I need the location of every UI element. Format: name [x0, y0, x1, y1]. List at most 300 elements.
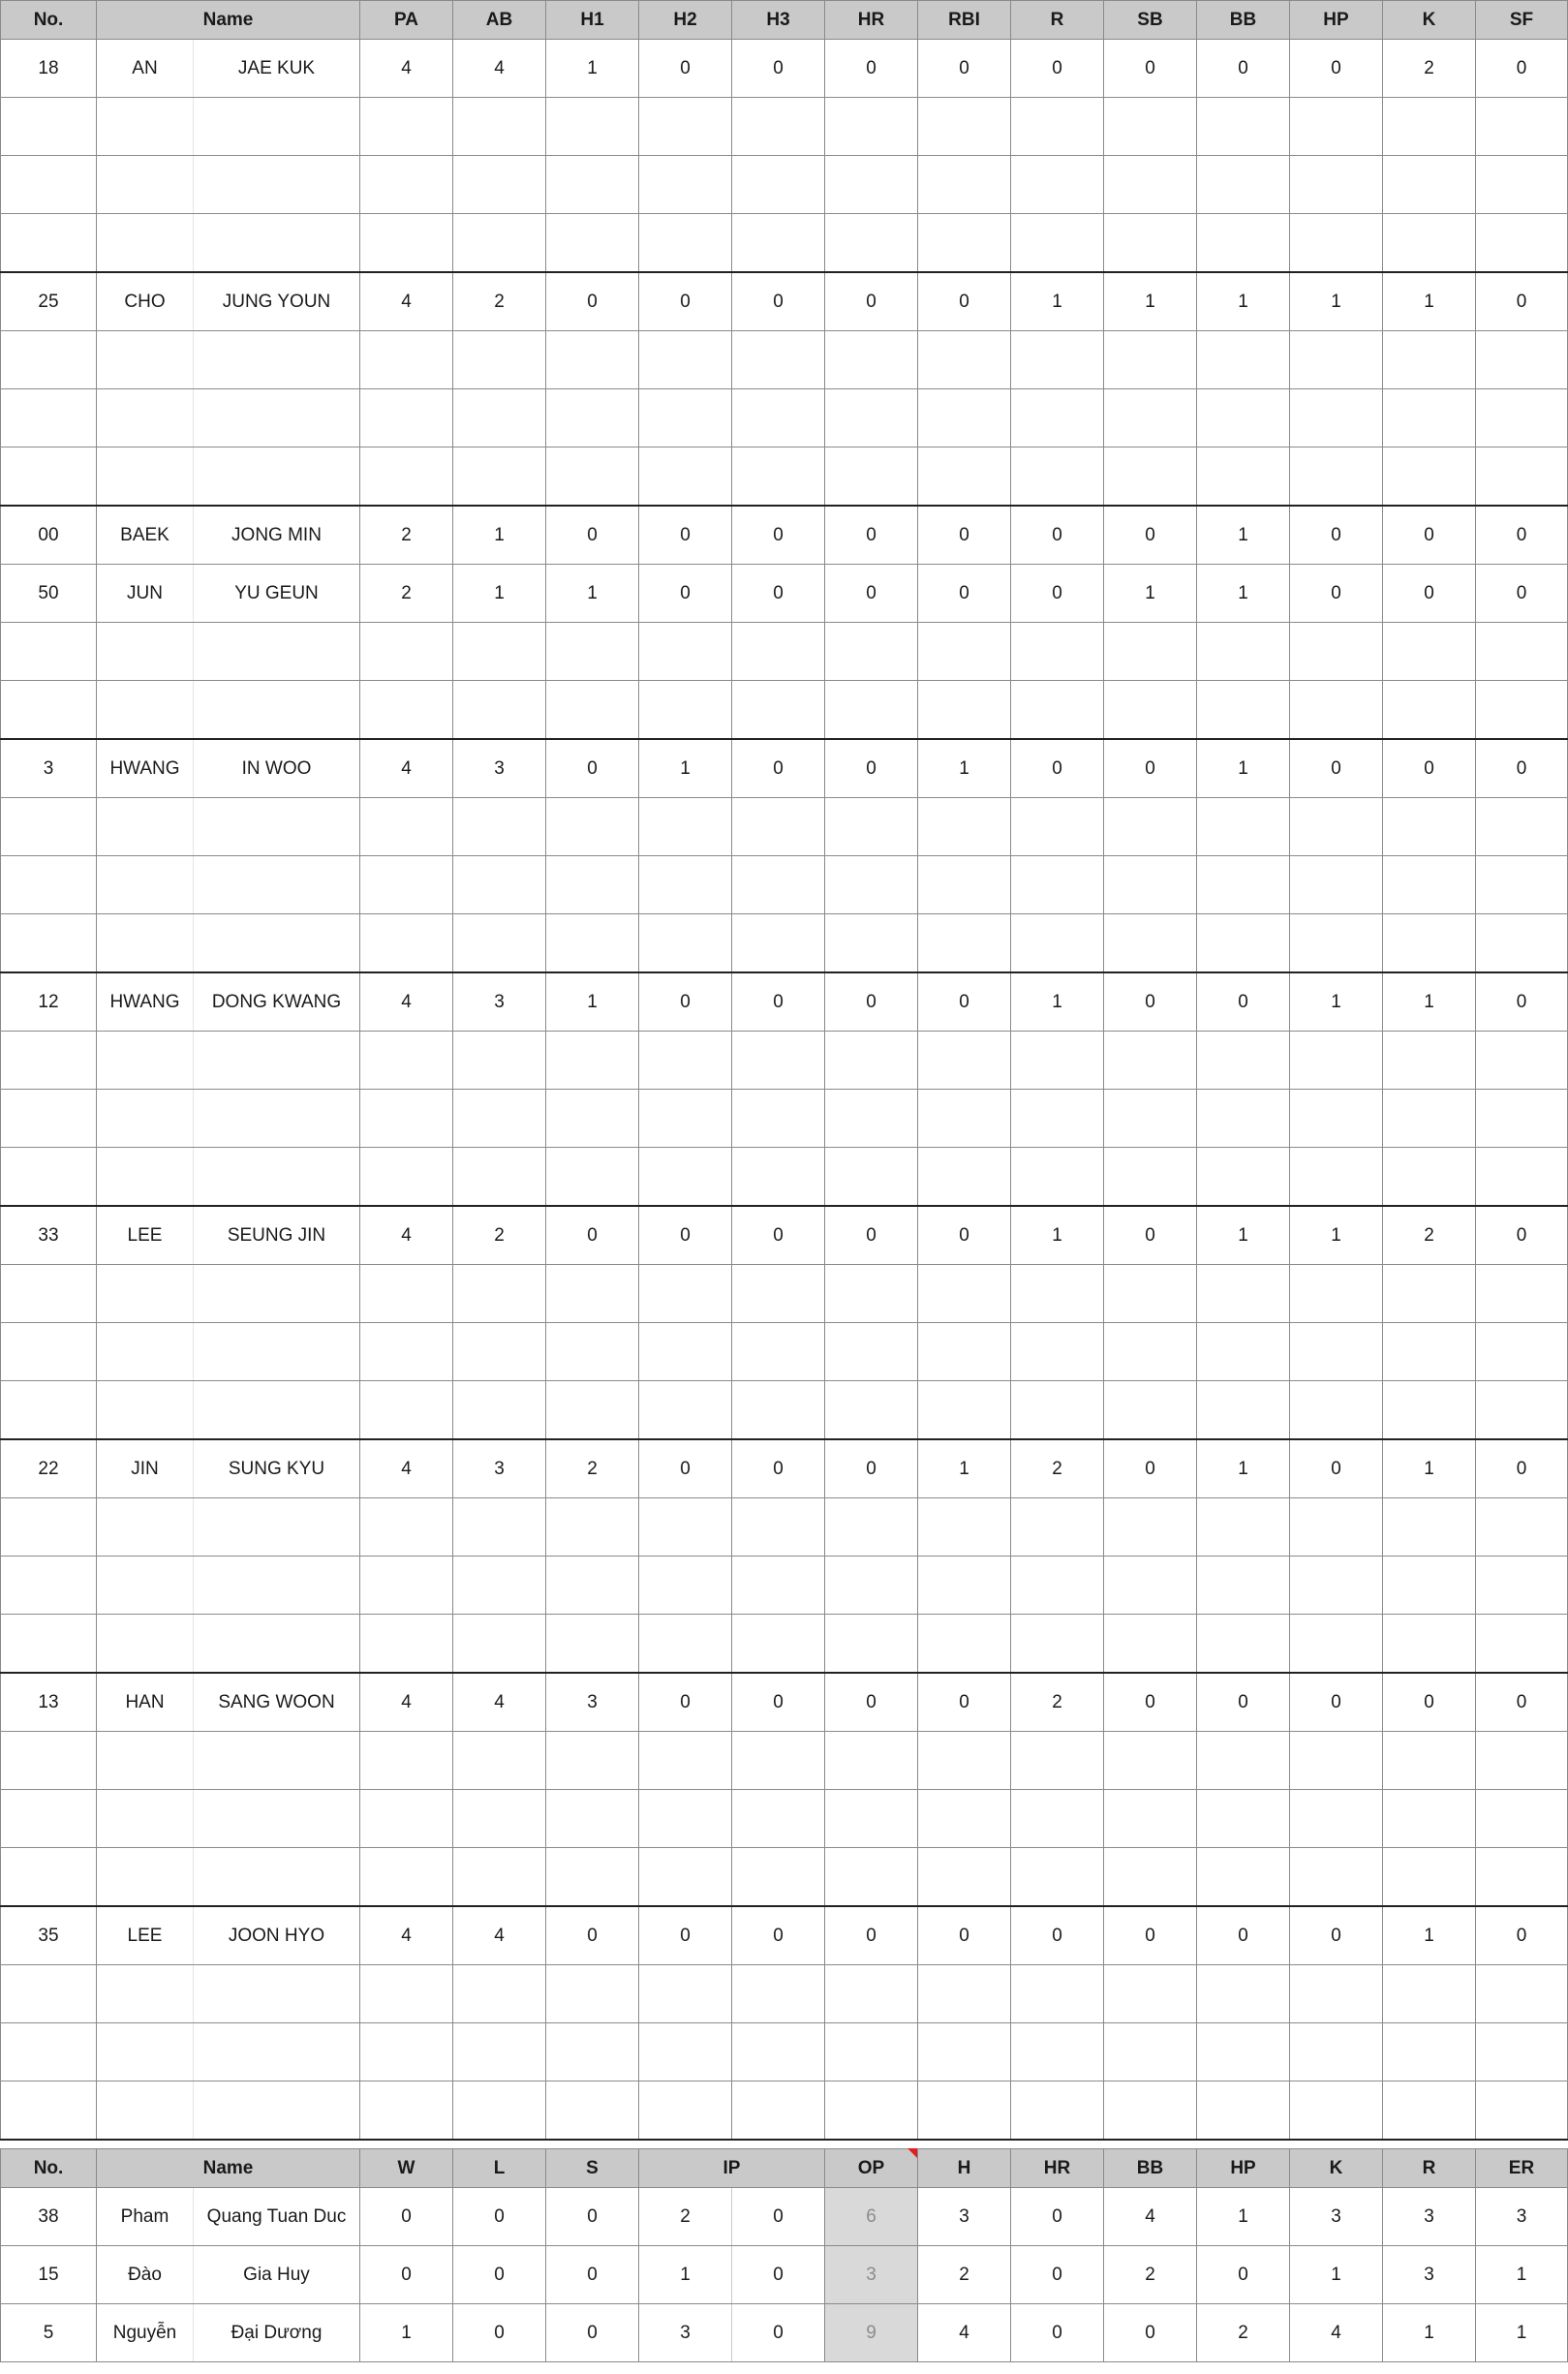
stat-cell-pa[interactable] — [360, 156, 453, 214]
player-first-name-cell[interactable] — [194, 1381, 360, 1440]
stat-cell-hp[interactable] — [1290, 1323, 1383, 1381]
stat-cell-sf[interactable] — [1476, 1498, 1568, 1557]
stat-cell-k[interactable] — [1383, 214, 1476, 273]
stat-cell-ab[interactable] — [453, 1265, 546, 1323]
stat-cell-hr[interactable]: 0 — [825, 272, 918, 331]
stat-cell-sb[interactable]: 0 — [1104, 40, 1197, 98]
stat-cell-hr[interactable] — [825, 1148, 918, 1207]
stat-cell-sf[interactable]: 0 — [1476, 1206, 1568, 1265]
player-number-cell[interactable] — [1, 914, 97, 973]
stat-cell-k[interactable]: 1 — [1383, 1906, 1476, 1965]
batting-header-h2[interactable]: H2 — [639, 1, 732, 40]
stat-cell-r[interactable]: 3 — [1383, 2246, 1476, 2304]
stat-cell-hp[interactable] — [1290, 1848, 1383, 1907]
batting-header-no[interactable]: No. — [1, 1, 97, 40]
player-number-cell[interactable] — [1, 1381, 97, 1440]
stat-cell-h2[interactable] — [639, 1615, 732, 1674]
stat-cell-h2[interactable] — [639, 447, 732, 507]
stat-cell-hr[interactable] — [825, 389, 918, 447]
stat-cell-bb[interactable]: 0 — [1104, 2304, 1197, 2362]
pitching-header-s[interactable]: S — [546, 2149, 639, 2188]
player-last-name-cell[interactable]: LEE — [97, 1206, 194, 1265]
stat-cell-sb[interactable]: 0 — [1104, 1906, 1197, 1965]
player-number-cell[interactable] — [1, 1732, 97, 1790]
stat-cell-hp[interactable] — [1290, 447, 1383, 507]
stat-cell-h3[interactable] — [732, 914, 825, 973]
pitching-header-r[interactable]: R — [1383, 2149, 1476, 2188]
stat-cell-hp[interactable] — [1290, 1498, 1383, 1557]
stat-cell-h2[interactable]: 0 — [639, 272, 732, 331]
stat-cell-bb[interactable] — [1197, 1090, 1290, 1148]
stat-cell-pa[interactable] — [360, 1498, 453, 1557]
stat-cell-h1[interactable] — [546, 1498, 639, 1557]
player-last-name-cell[interactable]: AN — [97, 40, 194, 98]
stat-cell-hp[interactable] — [1290, 389, 1383, 447]
stat-cell-bb[interactable] — [1197, 1032, 1290, 1090]
stat-cell-sf[interactable] — [1476, 1790, 1568, 1848]
player-number-cell[interactable]: 25 — [1, 272, 97, 331]
stat-cell-rbi[interactable] — [918, 914, 1011, 973]
stat-cell-bb[interactable] — [1197, 1732, 1290, 1790]
stat-cell-h3[interactable] — [732, 1790, 825, 1848]
stat-cell-k[interactable] — [1383, 623, 1476, 681]
stat-cell-sf[interactable] — [1476, 156, 1568, 214]
stat-cell-sb[interactable]: 0 — [1104, 1206, 1197, 1265]
stat-cell-pa[interactable] — [360, 1965, 453, 2023]
stat-cell-sb[interactable]: 0 — [1104, 1439, 1197, 1498]
stat-cell-pa[interactable] — [360, 1148, 453, 1207]
stat-cell-ab[interactable] — [453, 914, 546, 973]
stat-cell-sb[interactable] — [1104, 623, 1197, 681]
stat-cell-k[interactable]: 0 — [1383, 565, 1476, 623]
stat-cell-ab[interactable] — [453, 1381, 546, 1440]
stat-cell-rbi[interactable] — [918, 2081, 1011, 2141]
player-number-cell[interactable] — [1, 1848, 97, 1907]
stat-cell-sf[interactable] — [1476, 1965, 1568, 2023]
stat-cell-sf[interactable] — [1476, 1848, 1568, 1907]
stat-cell-h3[interactable] — [732, 1848, 825, 1907]
stat-cell-s[interactable]: 0 — [546, 2304, 639, 2362]
player-first-name-cell[interactable] — [194, 1498, 360, 1557]
pitching-header-h[interactable]: H — [918, 2149, 1011, 2188]
stat-cell-hp[interactable]: 0 — [1290, 1906, 1383, 1965]
stat-cell-hr[interactable]: 0 — [825, 1673, 918, 1732]
stat-cell-pa[interactable] — [360, 914, 453, 973]
stat-cell-hr[interactable] — [825, 1790, 918, 1848]
stat-cell-r[interactable] — [1011, 2081, 1104, 2141]
stat-cell-rbi[interactable] — [918, 1381, 1011, 1440]
stat-cell-r[interactable] — [1011, 1615, 1104, 1674]
stat-cell-hr[interactable]: 0 — [825, 739, 918, 798]
stat-cell-k[interactable] — [1383, 2023, 1476, 2081]
stat-cell-r[interactable] — [1011, 156, 1104, 214]
stat-cell-r[interactable] — [1011, 447, 1104, 507]
stat-cell-h1[interactable]: 2 — [546, 1439, 639, 1498]
pitching-header-op[interactable]: OP — [825, 2149, 918, 2188]
stat-cell-h1[interactable] — [546, 1265, 639, 1323]
player-number-cell[interactable] — [1, 1323, 97, 1381]
stat-cell-sf[interactable] — [1476, 1381, 1568, 1440]
stat-cell-h2[interactable]: 0 — [639, 1673, 732, 1732]
stat-cell-sf[interactable] — [1476, 1732, 1568, 1790]
stat-cell-sb[interactable]: 0 — [1104, 972, 1197, 1032]
pitching-header-k[interactable]: K — [1290, 2149, 1383, 2188]
stat-cell-h1[interactable]: 3 — [546, 1673, 639, 1732]
stat-cell-h3[interactable] — [732, 1732, 825, 1790]
player-first-name-cell[interactable] — [194, 914, 360, 973]
stat-cell-rbi[interactable] — [918, 1032, 1011, 1090]
stat-cell-sf[interactable] — [1476, 447, 1568, 507]
stat-cell-bb[interactable]: 1 — [1197, 1439, 1290, 1498]
pitcher-first-name-cell[interactable]: Đại Dương — [194, 2304, 360, 2362]
stat-cell-k[interactable]: 4 — [1290, 2304, 1383, 2362]
stat-cell-rbi[interactable] — [918, 681, 1011, 740]
stat-cell-sf[interactable] — [1476, 1148, 1568, 1207]
stat-cell-h2[interactable] — [639, 914, 732, 973]
stat-cell-ab[interactable] — [453, 798, 546, 856]
stat-cell-h3[interactable] — [732, 1615, 825, 1674]
stat-cell-r[interactable] — [1011, 2023, 1104, 2081]
stat-cell-rbi[interactable] — [918, 856, 1011, 914]
stat-cell-hp[interactable] — [1290, 914, 1383, 973]
stat-cell-r[interactable] — [1011, 1557, 1104, 1615]
stat-cell-hp[interactable]: 0 — [1197, 2246, 1290, 2304]
stat-cell-r[interactable]: 0 — [1011, 739, 1104, 798]
stat-cell-h1[interactable]: 0 — [546, 739, 639, 798]
stat-cell-hp[interactable]: 1 — [1197, 2188, 1290, 2246]
stat-cell-h1[interactable] — [546, 856, 639, 914]
stat-cell-h2[interactable]: 0 — [639, 40, 732, 98]
stat-cell-hr[interactable]: 0 — [825, 40, 918, 98]
stat-cell-bb[interactable] — [1197, 798, 1290, 856]
stat-cell-rbi[interactable] — [918, 1265, 1011, 1323]
stat-cell-h1[interactable]: 1 — [546, 40, 639, 98]
stat-cell-k[interactable]: 0 — [1383, 739, 1476, 798]
stat-cell-hr[interactable]: 0 — [825, 506, 918, 565]
stat-cell-k[interactable] — [1383, 447, 1476, 507]
stat-cell-sf[interactable]: 0 — [1476, 1439, 1568, 1498]
player-first-name-cell[interactable] — [194, 1848, 360, 1907]
stat-cell-h3[interactable] — [732, 2023, 825, 2081]
stat-cell-hr[interactable] — [825, 1381, 918, 1440]
player-first-name-cell[interactable]: SANG WOON — [194, 1673, 360, 1732]
stat-cell-bb[interactable] — [1197, 1557, 1290, 1615]
stat-cell-h1[interactable] — [546, 156, 639, 214]
stat-cell-hp[interactable] — [1290, 2081, 1383, 2141]
player-first-name-cell[interactable]: JUNG YOUN — [194, 272, 360, 331]
stat-cell-h1[interactable] — [546, 389, 639, 447]
stat-cell-hr[interactable]: 0 — [825, 565, 918, 623]
player-first-name-cell[interactable] — [194, 1965, 360, 2023]
stat-cell-ab[interactable] — [453, 623, 546, 681]
stat-cell-h2[interactable] — [639, 856, 732, 914]
stat-cell-h2[interactable] — [639, 1848, 732, 1907]
player-number-cell[interactable]: 22 — [1, 1439, 97, 1498]
player-last-name-cell[interactable] — [97, 1323, 194, 1381]
stat-cell-pa[interactable] — [360, 1732, 453, 1790]
stat-cell-bb[interactable]: 1 — [1197, 1206, 1290, 1265]
player-last-name-cell[interactable] — [97, 1848, 194, 1907]
stat-cell-k[interactable] — [1383, 1557, 1476, 1615]
stat-cell-bb[interactable] — [1197, 98, 1290, 156]
stat-cell-k[interactable] — [1383, 1965, 1476, 2023]
stat-cell-h3[interactable] — [732, 623, 825, 681]
player-last-name-cell[interactable]: LEE — [97, 1906, 194, 1965]
stat-cell-pa[interactable] — [360, 1381, 453, 1440]
stat-cell-hr[interactable] — [825, 623, 918, 681]
stat-cell-er[interactable]: 1 — [1476, 2246, 1568, 2304]
player-first-name-cell[interactable] — [194, 1615, 360, 1674]
stat-cell-hr[interactable] — [825, 1848, 918, 1907]
stat-cell-k[interactable] — [1383, 389, 1476, 447]
player-number-cell[interactable]: 12 — [1, 972, 97, 1032]
stat-cell-sb[interactable] — [1104, 2023, 1197, 2081]
player-last-name-cell[interactable] — [97, 856, 194, 914]
stat-cell-hr[interactable]: 0 — [1011, 2304, 1104, 2362]
player-first-name-cell[interactable] — [194, 1732, 360, 1790]
stat-cell-h1[interactable] — [546, 2081, 639, 2141]
stat-cell-hr[interactable] — [825, 1732, 918, 1790]
pitcher-first-name-cell[interactable]: Quang Tuan Duc — [194, 2188, 360, 2246]
stat-cell-h2[interactable] — [639, 1323, 732, 1381]
stat-cell-rbi[interactable] — [918, 447, 1011, 507]
stat-cell-ip-outs[interactable]: 0 — [732, 2304, 825, 2362]
stat-cell-sf[interactable] — [1476, 98, 1568, 156]
stat-cell-pa[interactable]: 2 — [360, 565, 453, 623]
stat-cell-k[interactable] — [1383, 1381, 1476, 1440]
stat-cell-pa[interactable]: 4 — [360, 1673, 453, 1732]
stat-cell-k[interactable]: 0 — [1383, 1673, 1476, 1732]
stat-cell-hp[interactable]: 1 — [1290, 1206, 1383, 1265]
player-number-cell[interactable] — [1, 1265, 97, 1323]
player-first-name-cell[interactable]: IN WOO — [194, 739, 360, 798]
stat-cell-l[interactable]: 0 — [453, 2188, 546, 2246]
stat-cell-k[interactable] — [1383, 1615, 1476, 1674]
stat-cell-hp[interactable]: 0 — [1290, 739, 1383, 798]
stat-cell-w[interactable]: 0 — [360, 2246, 453, 2304]
stat-cell-ab[interactable] — [453, 156, 546, 214]
stat-cell-bb[interactable] — [1197, 1790, 1290, 1848]
stat-cell-h3[interactable]: 0 — [732, 1439, 825, 1498]
stat-cell-k[interactable] — [1383, 798, 1476, 856]
player-last-name-cell[interactable] — [97, 98, 194, 156]
player-last-name-cell[interactable] — [97, 1032, 194, 1090]
player-first-name-cell[interactable] — [194, 1265, 360, 1323]
stat-cell-hp[interactable]: 0 — [1290, 506, 1383, 565]
stat-cell-pa[interactable] — [360, 1032, 453, 1090]
stat-cell-h1[interactable] — [546, 1381, 639, 1440]
stat-cell-pa[interactable] — [360, 1615, 453, 1674]
stat-cell-r[interactable]: 3 — [1383, 2188, 1476, 2246]
stat-cell-h1[interactable] — [546, 1032, 639, 1090]
stat-cell-k[interactable] — [1383, 1265, 1476, 1323]
stat-cell-sb[interactable] — [1104, 798, 1197, 856]
stat-cell-hp[interactable] — [1290, 798, 1383, 856]
stat-cell-ab[interactable] — [453, 856, 546, 914]
stat-cell-hr[interactable] — [825, 331, 918, 389]
stat-cell-bb[interactable] — [1197, 2023, 1290, 2081]
stat-cell-h1[interactable] — [546, 1148, 639, 1207]
stat-cell-sb[interactable] — [1104, 1848, 1197, 1907]
stat-cell-h1[interactable]: 1 — [546, 972, 639, 1032]
stat-cell-rbi[interactable] — [918, 623, 1011, 681]
stat-cell-ab[interactable] — [453, 214, 546, 273]
stat-cell-h3[interactable] — [732, 156, 825, 214]
stat-cell-ab[interactable] — [453, 389, 546, 447]
stat-cell-r[interactable] — [1011, 1848, 1104, 1907]
player-number-cell[interactable] — [1, 1615, 97, 1674]
player-number-cell[interactable]: 13 — [1, 1673, 97, 1732]
pitching-header-w[interactable]: W — [360, 2149, 453, 2188]
stat-cell-sb[interactable] — [1104, 1032, 1197, 1090]
stat-cell-pa[interactable] — [360, 389, 453, 447]
stat-cell-rbi[interactable] — [918, 1848, 1011, 1907]
stat-cell-h3[interactable]: 0 — [732, 272, 825, 331]
stat-cell-h2[interactable] — [639, 798, 732, 856]
stat-cell-k[interactable] — [1383, 856, 1476, 914]
player-last-name-cell[interactable] — [97, 1090, 194, 1148]
player-last-name-cell[interactable] — [97, 2081, 194, 2141]
stat-cell-rbi[interactable] — [918, 1965, 1011, 2023]
stat-cell-h1[interactable] — [546, 2023, 639, 2081]
stat-cell-rbi[interactable] — [918, 156, 1011, 214]
stat-cell-rbi[interactable]: 0 — [918, 40, 1011, 98]
player-last-name-cell[interactable]: JIN — [97, 1439, 194, 1498]
player-first-name-cell[interactable] — [194, 2081, 360, 2141]
stat-cell-rbi[interactable]: 0 — [918, 1906, 1011, 1965]
stat-cell-bb[interactable]: 1 — [1197, 739, 1290, 798]
stat-cell-rbi[interactable]: 0 — [918, 1673, 1011, 1732]
stat-cell-ab[interactable] — [453, 1090, 546, 1148]
stat-cell-pa[interactable] — [360, 1790, 453, 1848]
stat-cell-h3[interactable] — [732, 1265, 825, 1323]
stat-cell-sf[interactable] — [1476, 623, 1568, 681]
stat-cell-h[interactable]: 3 — [918, 2188, 1011, 2246]
stat-cell-pa[interactable]: 2 — [360, 506, 453, 565]
stat-cell-h3[interactable] — [732, 389, 825, 447]
stat-cell-rbi[interactable] — [918, 1498, 1011, 1557]
stat-cell-pa[interactable] — [360, 623, 453, 681]
stat-cell-h2[interactable]: 0 — [639, 506, 732, 565]
stat-cell-h2[interactable] — [639, 2023, 732, 2081]
stat-cell-sb[interactable] — [1104, 1498, 1197, 1557]
stat-cell-h2[interactable] — [639, 1732, 732, 1790]
stat-cell-hr[interactable] — [825, 98, 918, 156]
stat-cell-h1[interactable] — [546, 331, 639, 389]
player-first-name-cell[interactable] — [194, 681, 360, 740]
stat-cell-sb[interactable]: 0 — [1104, 1673, 1197, 1732]
stat-cell-h3[interactable] — [732, 1032, 825, 1090]
stat-cell-pa[interactable] — [360, 98, 453, 156]
player-first-name-cell[interactable] — [194, 1790, 360, 1848]
stat-cell-k[interactable] — [1383, 1732, 1476, 1790]
stat-cell-ab[interactable] — [453, 447, 546, 507]
stat-cell-h3[interactable] — [732, 1381, 825, 1440]
stat-cell-hp[interactable] — [1290, 1732, 1383, 1790]
stat-cell-ab[interactable] — [453, 1032, 546, 1090]
stat-cell-sb[interactable] — [1104, 214, 1197, 273]
stat-cell-bb[interactable] — [1197, 914, 1290, 973]
stat-cell-sb[interactable] — [1104, 1323, 1197, 1381]
stat-cell-hr[interactable] — [825, 156, 918, 214]
stat-cell-er[interactable]: 1 — [1476, 2304, 1568, 2362]
player-number-cell[interactable] — [1, 1498, 97, 1557]
stat-cell-h2[interactable] — [639, 214, 732, 273]
stat-cell-hp[interactable] — [1290, 1265, 1383, 1323]
stat-cell-h1[interactable] — [546, 214, 639, 273]
stat-cell-h2[interactable] — [639, 1265, 732, 1323]
stat-cell-sf[interactable] — [1476, 1032, 1568, 1090]
batting-header-pa[interactable]: PA — [360, 1, 453, 40]
stat-cell-bb[interactable]: 1 — [1197, 272, 1290, 331]
player-number-cell[interactable] — [1, 681, 97, 740]
stat-cell-h[interactable]: 2 — [918, 2246, 1011, 2304]
stat-cell-pa[interactable] — [360, 798, 453, 856]
stat-cell-pa[interactable] — [360, 1323, 453, 1381]
stat-cell-sf[interactable] — [1476, 856, 1568, 914]
stat-cell-sf[interactable] — [1476, 2081, 1568, 2141]
stat-cell-h2[interactable]: 0 — [639, 1439, 732, 1498]
stat-cell-k[interactable] — [1383, 156, 1476, 214]
stat-cell-bb[interactable] — [1197, 331, 1290, 389]
player-number-cell[interactable] — [1, 98, 97, 156]
stat-cell-h2[interactable] — [639, 98, 732, 156]
stat-cell-hp[interactable] — [1290, 1965, 1383, 2023]
stat-cell-h3[interactable]: 0 — [732, 1673, 825, 1732]
player-first-name-cell[interactable] — [194, 1557, 360, 1615]
stat-cell-sf[interactable] — [1476, 1615, 1568, 1674]
stat-cell-h2[interactable] — [639, 681, 732, 740]
stat-cell-bb[interactable]: 0 — [1197, 40, 1290, 98]
stat-cell-sf[interactable] — [1476, 798, 1568, 856]
stat-cell-h2[interactable] — [639, 1498, 732, 1557]
stat-cell-ab[interactable]: 4 — [453, 1673, 546, 1732]
stat-cell-h2[interactable] — [639, 1965, 732, 2023]
player-number-cell[interactable]: 50 — [1, 565, 97, 623]
stat-cell-h2[interactable]: 0 — [639, 1906, 732, 1965]
batting-header-ab[interactable]: AB — [453, 1, 546, 40]
stat-cell-r[interactable] — [1011, 1032, 1104, 1090]
stat-cell-h3[interactable] — [732, 798, 825, 856]
stat-cell-bb[interactable] — [1197, 1615, 1290, 1674]
stat-cell-pa[interactable] — [360, 1090, 453, 1148]
stat-cell-hr[interactable]: 0 — [825, 972, 918, 1032]
stat-cell-hr[interactable]: 0 — [825, 1439, 918, 1498]
player-first-name-cell[interactable] — [194, 1323, 360, 1381]
stat-cell-sb[interactable] — [1104, 1790, 1197, 1848]
batting-header-rbi[interactable]: RBI — [918, 1, 1011, 40]
stat-cell-hp[interactable] — [1290, 214, 1383, 273]
stat-cell-ab[interactable]: 1 — [453, 506, 546, 565]
player-last-name-cell[interactable] — [97, 681, 194, 740]
stat-cell-hr[interactable] — [825, 1032, 918, 1090]
stat-cell-sf[interactable]: 0 — [1476, 1673, 1568, 1732]
stat-cell-hr[interactable] — [825, 214, 918, 273]
stat-cell-h1[interactable] — [546, 1848, 639, 1907]
stat-cell-k[interactable] — [1383, 1498, 1476, 1557]
stat-cell-hr[interactable]: 0 — [1011, 2188, 1104, 2246]
player-first-name-cell[interactable] — [194, 98, 360, 156]
stat-cell-sb[interactable] — [1104, 98, 1197, 156]
stat-cell-op[interactable]: 9 — [825, 2304, 918, 2362]
stat-cell-h2[interactable] — [639, 1032, 732, 1090]
stat-cell-h2[interactable] — [639, 1148, 732, 1207]
stat-cell-k[interactable] — [1383, 914, 1476, 973]
pitching-header-bb[interactable]: BB — [1104, 2149, 1197, 2188]
stat-cell-r[interactable] — [1011, 1148, 1104, 1207]
stat-cell-h2[interactable] — [639, 1790, 732, 1848]
stat-cell-rbi[interactable] — [918, 1732, 1011, 1790]
